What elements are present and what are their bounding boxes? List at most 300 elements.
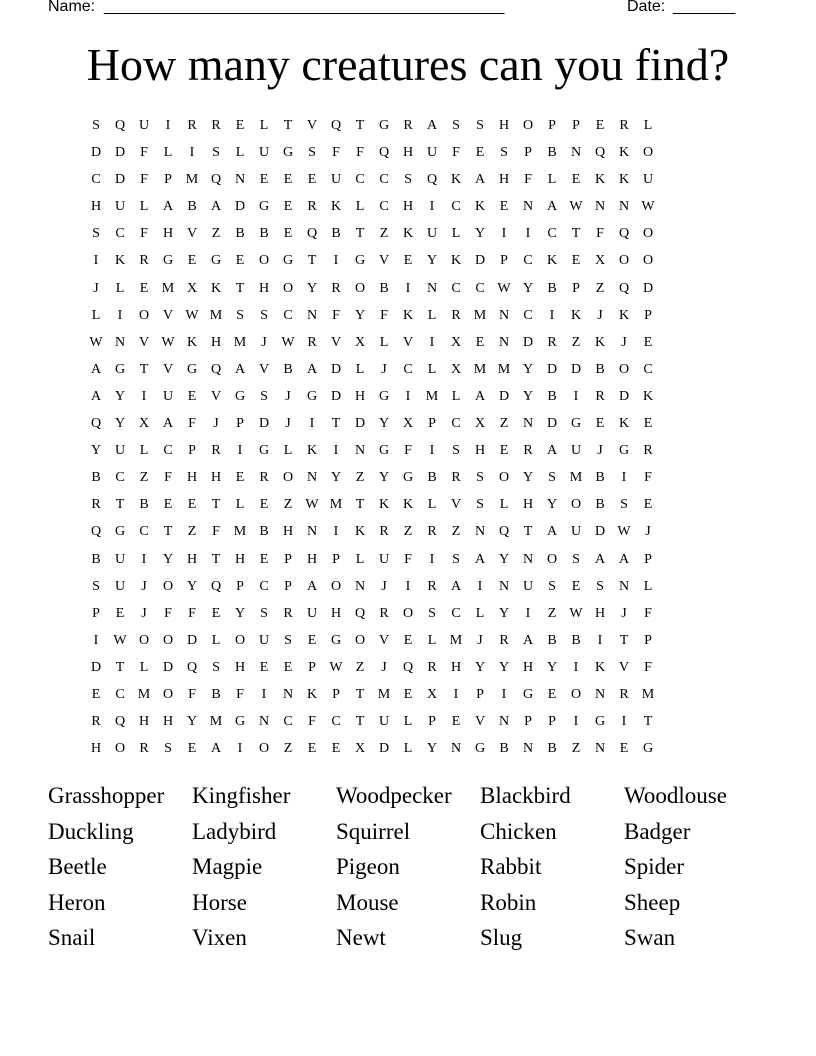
grid-letter[interactable]: D [114,145,126,161]
grid-letter[interactable]: B [547,145,557,161]
grid-letter[interactable]: X [138,416,150,432]
grid-letter[interactable]: Y [354,307,366,323]
grid-letter[interactable]: G [186,361,198,377]
grid-letter[interactable]: N [498,307,510,323]
grid-letter[interactable]: Y [186,714,198,730]
grid-letter[interactable]: H [402,145,414,161]
grid-letter[interactable]: E [403,632,413,648]
grid-letter[interactable]: I [141,551,147,567]
grid-letter[interactable]: S [212,659,220,675]
grid-letter[interactable]: J [285,416,291,432]
grid-letter[interactable]: E [139,280,149,296]
grid-letter[interactable]: U [642,172,654,188]
grid-letter[interactable]: F [188,605,196,621]
grid-letter[interactable]: G [570,416,582,432]
grid-letter[interactable]: Y [330,470,342,486]
grid-letter[interactable]: Z [499,416,509,432]
grid-letter[interactable]: Y [522,280,534,296]
grid-letter[interactable]: A [546,524,558,540]
grid-letter[interactable]: E [475,145,485,161]
grid-letter[interactable]: M [449,632,463,648]
grid-letter[interactable]: E [259,659,269,675]
grid-letter[interactable]: C [283,307,293,323]
grid-letter[interactable]: R [211,118,221,133]
grid-letter[interactable]: L [427,632,437,648]
grid-letter[interactable]: H [234,659,246,675]
grid-letter[interactable]: P [284,578,292,594]
grid-letter[interactable]: R [91,714,101,730]
grid-letter[interactable]: F [332,307,340,323]
grid-letter[interactable]: M [425,388,439,404]
grid-letter[interactable]: V [378,253,390,269]
grid-letter[interactable]: Q [618,226,630,242]
grid-letter[interactable]: V [402,334,414,350]
grid-letter[interactable]: H [522,659,534,675]
grid-letter[interactable]: Z [571,334,581,350]
grid-letter[interactable]: J [597,307,603,323]
grid-letter[interactable]: R [379,524,389,540]
grid-letter[interactable]: R [187,118,197,133]
grid-letter[interactable]: Z [355,659,365,675]
grid-letter[interactable]: X [186,280,198,296]
grid-letter[interactable]: Q [426,172,438,188]
grid-letter[interactable]: M [161,280,175,296]
grid-letter[interactable]: Y [498,551,510,567]
grid-letter[interactable]: U [114,551,126,567]
grid-letter[interactable]: Q [114,118,126,133]
grid-letter[interactable]: U [570,443,582,459]
grid-letter[interactable]: K [570,307,582,323]
grid-letter[interactable]: E [619,741,629,757]
grid-letter[interactable]: F [404,551,412,567]
grid-letter[interactable]: P [476,686,484,702]
grid-letter[interactable]: S [620,497,628,513]
grid-letter[interactable]: E [307,632,317,648]
grid-letter[interactable]: V [618,659,630,675]
grid-letter[interactable]: T [211,497,221,513]
grid-letter[interactable]: B [139,497,149,513]
grid-letter[interactable]: K [402,226,414,242]
grid-letter[interactable]: B [211,686,221,702]
grid-letter[interactable]: L [427,497,437,513]
grid-letter[interactable]: M [137,686,151,702]
grid-letter[interactable]: F [164,605,172,621]
date-line[interactable]: _______ [673,0,736,15]
grid-letter[interactable]: A [90,361,102,377]
grid-letter[interactable]: R [139,253,149,269]
grid-letter[interactable]: S [452,118,460,133]
grid-letter[interactable]: S [308,145,316,161]
grid-letter[interactable]: Y [114,416,126,432]
grid-letter[interactable]: Z [139,470,149,486]
grid-letter[interactable]: R [427,524,437,540]
grid-letter[interactable]: H [330,605,342,621]
grid-letter[interactable]: E [643,416,653,432]
grid-letter[interactable]: U [162,388,174,404]
grid-letter[interactable]: N [258,714,270,730]
grid-letter[interactable]: U [114,578,126,594]
grid-letter[interactable]: R [139,741,149,757]
grid-letter[interactable]: L [115,280,125,296]
grid-letter[interactable]: T [115,659,125,675]
grid-letter[interactable]: N [618,578,630,594]
grid-letter[interactable]: A [546,199,558,215]
grid-letter[interactable]: H [306,551,318,567]
grid-letter[interactable]: P [548,714,556,730]
grid-letter[interactable]: U [570,524,582,540]
grid-letter[interactable]: M [233,334,247,350]
grid-letter[interactable]: Z [355,470,365,486]
grid-letter[interactable]: L [91,307,101,323]
grid-letter[interactable]: D [330,361,342,377]
grid-letter[interactable]: E [259,172,269,188]
grid-letter[interactable]: B [547,741,557,757]
grid-letter[interactable]: I [429,334,435,350]
grid-letter[interactable]: V [186,226,198,242]
grid-letter[interactable]: W [161,334,175,350]
grid-letter[interactable]: H [186,551,198,567]
grid-letter[interactable]: C [355,172,365,188]
grid-letter[interactable]: N [594,741,606,757]
grid-letter[interactable]: P [236,578,244,594]
grid-letter[interactable]: R [595,388,605,404]
grid-letter[interactable]: N [522,741,534,757]
grid-letter[interactable]: C [115,686,125,702]
grid-letter[interactable]: K [594,659,606,675]
grid-letter[interactable]: D [546,416,558,432]
grid-letter[interactable]: J [381,659,387,675]
grid-letter[interactable]: Q [594,145,606,161]
grid-letter[interactable]: K [618,307,630,323]
grid-letter[interactable]: J [597,443,603,459]
grid-letter[interactable]: Q [114,714,126,730]
grid-letter[interactable]: F [140,172,148,188]
grid-letter[interactable]: U [426,226,438,242]
grid-letter[interactable]: K [450,253,462,269]
grid-letter[interactable]: S [476,497,484,513]
grid-letter[interactable]: J [621,605,627,621]
grid-letter[interactable]: F [644,605,652,621]
grid-letter[interactable]: R [619,118,629,133]
grid-letter[interactable]: F [212,524,220,540]
grid-letter[interactable]: B [595,361,605,377]
grid-letter[interactable]: Y [378,470,390,486]
grid-letter[interactable]: G [594,714,606,730]
grid-letter[interactable]: S [92,578,100,594]
grid-letter[interactable]: L [235,497,245,513]
grid-letter[interactable]: E [403,253,413,269]
grid-letter[interactable]: A [90,388,102,404]
grid-letter[interactable]: K [114,253,126,269]
grid-letter[interactable]: L [139,443,149,459]
grid-letter[interactable]: I [621,470,627,486]
grid-letter[interactable]: W [497,280,511,296]
grid-letter[interactable]: T [211,551,221,567]
grid-letter[interactable]: N [618,199,630,215]
grid-letter[interactable]: V [306,118,318,133]
grid-letter[interactable]: O [522,118,534,133]
grid-letter[interactable]: E [499,199,509,215]
grid-letter[interactable]: C [139,524,149,540]
grid-letter[interactable]: S [596,578,604,594]
grid-letter[interactable]: P [308,659,316,675]
grid-letter[interactable]: R [499,632,509,648]
grid-letter[interactable]: M [185,172,199,188]
grid-letter[interactable]: Y [378,416,390,432]
grid-letter[interactable]: D [90,145,102,161]
grid-letter[interactable]: O [402,605,414,621]
grid-letter[interactable]: J [285,388,291,404]
grid-letter[interactable]: I [429,443,435,459]
grid-letter[interactable]: X [594,253,606,269]
grid-letter[interactable]: A [474,551,486,567]
grid-letter[interactable]: Q [618,280,630,296]
grid-letter[interactable]: C [451,199,461,215]
grid-letter[interactable]: E [571,578,581,594]
grid-letter[interactable]: V [138,334,150,350]
grid-letter[interactable]: I [93,253,99,269]
grid-letter[interactable]: L [403,741,413,757]
grid-letter[interactable]: Y [498,605,510,621]
grid-letter[interactable]: M [329,497,343,513]
grid-letter[interactable]: U [138,118,150,133]
grid-letter[interactable]: W [329,659,343,675]
grid-letter[interactable]: O [498,470,510,486]
grid-letter[interactable]: Y [90,443,102,459]
grid-letter[interactable]: N [594,686,606,702]
grid-letter[interactable]: O [162,686,174,702]
grid-letter[interactable]: E [283,172,293,188]
grid-letter[interactable]: K [330,199,342,215]
grid-letter[interactable]: K [378,497,390,513]
grid-letter[interactable]: G [354,253,366,269]
grid-letter[interactable]: D [90,659,102,675]
grid-letter[interactable]: E [307,172,317,188]
grid-letter[interactable]: P [524,145,532,161]
grid-letter[interactable]: N [474,524,486,540]
grid-letter[interactable]: U [522,578,534,594]
grid-letter[interactable]: E [187,388,197,404]
grid-letter[interactable]: E [571,253,581,269]
grid-letter[interactable]: F [644,659,652,675]
grid-letter[interactable]: E [283,199,293,215]
grid-letter[interactable]: H [138,714,150,730]
grid-letter[interactable]: B [187,199,197,215]
grid-letter[interactable]: O [642,253,654,269]
grid-letter[interactable]: G [234,714,246,730]
grid-letter[interactable]: B [595,497,605,513]
grid-letter[interactable]: P [428,416,436,432]
grid-letter[interactable]: Y [186,578,198,594]
grid-letter[interactable]: S [404,172,412,188]
grid-letter[interactable]: A [210,199,222,215]
grid-letter[interactable]: U [258,632,270,648]
grid-letter[interactable]: F [404,443,412,459]
grid-letter[interactable]: L [259,118,269,133]
grid-letter[interactable]: I [405,280,411,296]
grid-letter[interactable]: S [236,307,244,323]
grid-letter[interactable]: P [644,632,652,648]
grid-letter[interactable]: H [210,334,222,350]
grid-letter[interactable]: G [378,118,390,133]
grid-letter[interactable]: E [115,605,125,621]
grid-letter[interactable]: B [595,470,605,486]
grid-letter[interactable]: E [283,226,293,242]
grid-letter[interactable]: I [429,551,435,567]
grid-letter[interactable]: F [524,172,532,188]
grid-letter[interactable]: S [212,145,220,161]
grid-letter[interactable]: S [260,388,268,404]
grid-letter[interactable]: Q [210,578,222,594]
grid-letter[interactable]: C [475,280,485,296]
grid-letter[interactable]: O [618,253,630,269]
grid-letter[interactable]: S [548,470,556,486]
grid-letter[interactable]: D [186,632,198,648]
grid-letter[interactable]: N [234,172,246,188]
grid-letter[interactable]: I [573,659,579,675]
grid-letter[interactable]: T [235,280,245,296]
grid-letter[interactable]: C [259,578,269,594]
grid-letter[interactable]: H [522,497,534,513]
grid-letter[interactable]: V [162,307,174,323]
grid-letter[interactable]: O [258,741,270,757]
grid-letter[interactable]: W [305,497,319,513]
grid-letter[interactable]: Y [522,388,534,404]
grid-letter[interactable]: K [642,388,654,404]
grid-letter[interactable]: L [139,199,149,215]
grid-letter[interactable]: L [427,361,437,377]
grid-letter[interactable]: E [643,334,653,350]
grid-letter[interactable]: S [500,145,508,161]
grid-letter[interactable]: H [162,226,174,242]
grid-letter[interactable]: R [259,470,269,486]
grid-letter[interactable]: K [354,524,366,540]
grid-letter[interactable]: N [354,578,366,594]
grid-letter[interactable]: G [114,524,126,540]
grid-letter[interactable]: Y [162,551,174,567]
grid-letter[interactable]: N [498,578,510,594]
grid-letter[interactable]: T [139,361,149,377]
grid-letter[interactable]: W [641,199,655,215]
grid-letter[interactable]: L [643,118,653,133]
grid-letter[interactable]: A [594,551,606,567]
grid-letter[interactable]: A [210,741,222,757]
grid-letter[interactable]: P [188,443,196,459]
grid-letter[interactable]: R [379,605,389,621]
grid-letter[interactable]: C [523,253,533,269]
grid-letter[interactable]: P [332,686,340,702]
grid-letter[interactable]: H [90,199,102,215]
grid-letter[interactable]: T [163,524,173,540]
grid-letter[interactable]: O [138,632,150,648]
grid-letter[interactable]: R [403,118,413,133]
grid-letter[interactable]: L [211,632,221,648]
grid-letter[interactable]: I [477,578,483,594]
grid-letter[interactable]: G [210,253,222,269]
grid-letter[interactable]: M [209,714,223,730]
grid-letter[interactable]: H [234,551,246,567]
grid-letter[interactable]: O [354,280,366,296]
grid-letter[interactable]: R [91,497,101,513]
grid-letter[interactable]: E [235,470,245,486]
grid-letter[interactable]: O [642,145,654,161]
grid-letter[interactable]: O [618,361,630,377]
grid-letter[interactable]: A [306,578,318,594]
grid-letter[interactable]: J [141,605,147,621]
grid-letter[interactable]: B [91,551,101,567]
grid-letter[interactable]: E [187,253,197,269]
grid-letter[interactable]: P [644,551,652,567]
grid-letter[interactable]: T [619,632,629,648]
grid-letter[interactable]: I [453,686,459,702]
grid-letter[interactable]: I [405,578,411,594]
grid-letter[interactable]: S [452,443,460,459]
grid-letter[interactable]: A [618,551,630,567]
grid-letter[interactable]: F [140,226,148,242]
grid-letter[interactable]: N [594,199,606,215]
grid-letter[interactable]: B [547,280,557,296]
grid-letter[interactable]: D [474,253,486,269]
grid-letter[interactable]: O [570,497,582,513]
grid-letter[interactable]: B [379,280,389,296]
grid-letter[interactable]: A [234,361,246,377]
grid-letter[interactable]: Z [595,280,605,296]
grid-letter[interactable]: M [473,307,487,323]
grid-letter[interactable]: I [165,118,171,133]
grid-letter[interactable]: D [618,388,630,404]
grid-letter[interactable]: I [333,253,339,269]
grid-letter[interactable]: B [427,470,437,486]
grid-letter[interactable]: E [235,253,245,269]
grid-letter[interactable]: Y [546,497,558,513]
grid-letter[interactable]: G [234,388,246,404]
grid-letter[interactable]: L [163,145,173,161]
grid-letter[interactable]: H [498,172,510,188]
grid-letter[interactable]: H [258,280,270,296]
grid-letter[interactable]: H [354,388,366,404]
grid-letter[interactable]: O [330,578,342,594]
grid-letter[interactable]: K [402,307,414,323]
grid-letter[interactable]: I [525,605,531,621]
grid-letter[interactable]: J [261,334,267,350]
grid-letter[interactable]: A [426,118,438,133]
grid-letter[interactable]: P [572,280,580,296]
grid-letter[interactable]: L [283,443,293,459]
grid-letter[interactable]: W [281,334,295,350]
grid-letter[interactable]: K [594,172,606,188]
grid-letter[interactable]: K [594,334,606,350]
grid-letter[interactable]: B [331,226,341,242]
grid-letter[interactable]: I [93,632,99,648]
name-line[interactable]: _____________________________________________ [104,0,505,15]
grid-letter[interactable]: H [402,199,414,215]
grid-letter[interactable]: B [235,226,245,242]
grid-letter[interactable]: N [498,334,510,350]
grid-letter[interactable]: R [619,686,629,702]
grid-letter[interactable]: Y [498,659,510,675]
grid-letter[interactable]: Q [378,145,390,161]
grid-letter[interactable]: I [621,714,627,730]
grid-letter[interactable]: C [547,226,557,242]
grid-letter[interactable]: C [451,416,461,432]
grid-letter[interactable]: C [403,361,413,377]
grid-letter[interactable]: C [451,605,461,621]
grid-letter[interactable]: F [332,145,340,161]
grid-letter[interactable]: R [451,470,461,486]
grid-letter[interactable]: O [546,551,558,567]
grid-letter[interactable]: N [282,686,294,702]
grid-letter[interactable]: C [451,280,461,296]
